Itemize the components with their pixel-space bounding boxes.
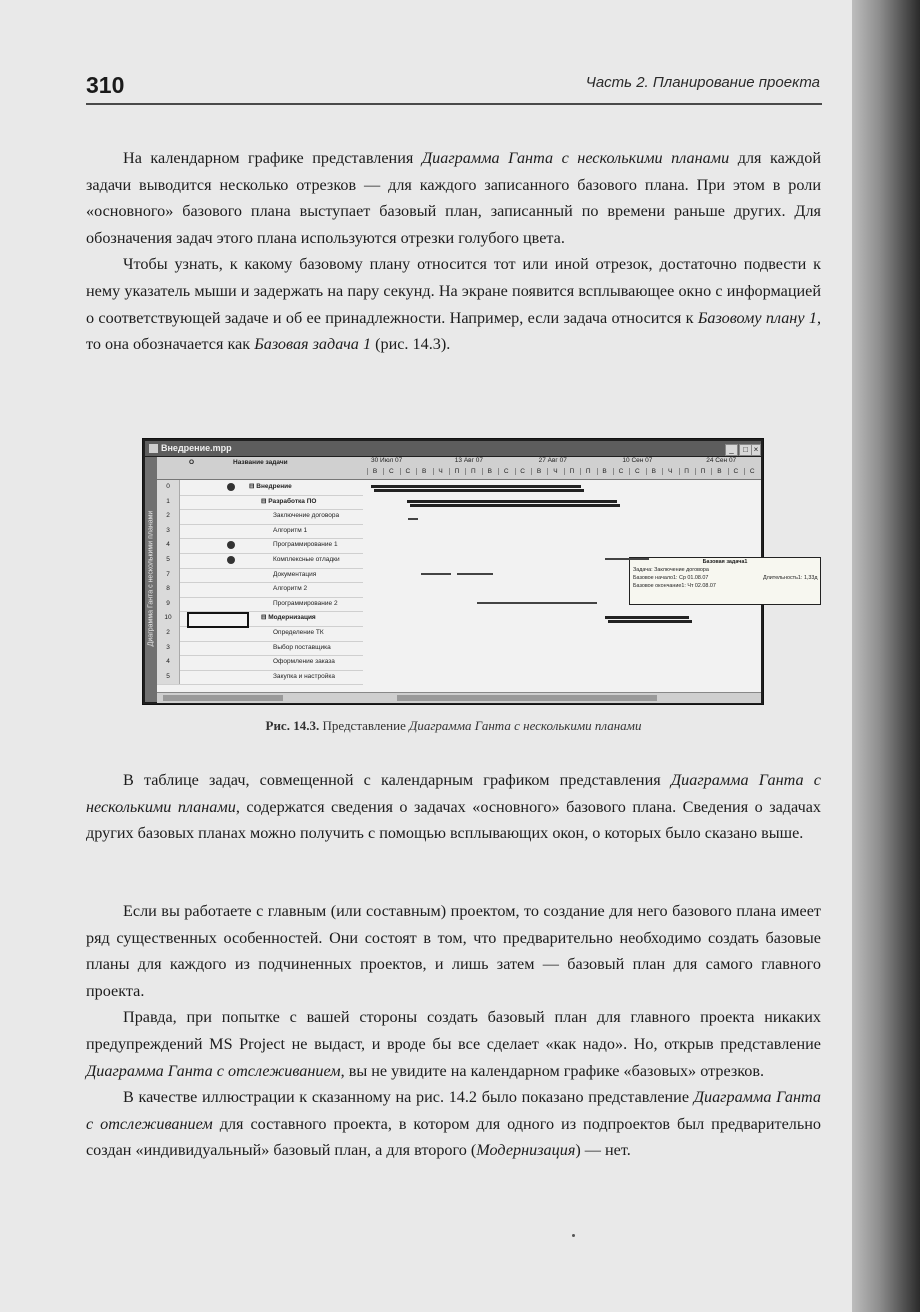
timescale-day: В	[531, 468, 546, 475]
window-titlebar	[145, 441, 761, 456]
task-name-column-header[interactable]: Название задачи	[233, 459, 288, 466]
task-row[interactable]	[157, 626, 363, 642]
task-table	[157, 480, 363, 692]
timescale-day: В	[367, 468, 382, 475]
task-name[interactable]: Оформление заказа	[273, 658, 335, 666]
gantt-bar[interactable]	[371, 485, 581, 488]
task-row[interactable]	[157, 509, 363, 525]
timescale-day: В	[482, 468, 497, 475]
caption-label: Рис. 14.3.	[265, 718, 320, 733]
para2-text-3: (рис. 14.3).	[371, 335, 451, 354]
task-row[interactable]	[157, 611, 363, 627]
horizontal-scrollbar[interactable]	[157, 692, 761, 703]
task-row[interactable]	[157, 582, 363, 598]
timescale-day: П	[695, 468, 710, 475]
baseline-tooltip	[629, 557, 821, 605]
tooltip-duration: 1,33д	[803, 575, 818, 581]
row-number: 10	[157, 611, 180, 626]
gantt-bar[interactable]	[374, 489, 584, 492]
tooltip-task: Заключение договора	[654, 567, 709, 573]
close-icon[interactable]: ×	[751, 444, 761, 456]
task-name[interactable]: Выбор поставщика	[273, 643, 331, 651]
task-name[interactable]: ⊟ Модернизация	[261, 614, 316, 622]
row-number: 0	[157, 480, 180, 495]
timescale-day: С	[383, 468, 398, 475]
task-row[interactable]	[157, 655, 363, 671]
gantt-chart	[367, 480, 818, 692]
task-row[interactable]	[157, 480, 363, 496]
para2-text-2: , то она обозначается как	[86, 308, 821, 354]
timescale-day: П	[449, 468, 464, 475]
para2-italic-1: Базовому плану 1	[697, 308, 817, 327]
timescale-day: П	[580, 468, 595, 475]
row-number: 4	[157, 538, 180, 553]
timescale-day: П	[465, 468, 480, 475]
tooltip-task-row	[633, 566, 709, 574]
timescale-day: П	[564, 468, 579, 475]
task-row[interactable]	[157, 553, 363, 569]
timescale	[367, 457, 761, 479]
task-name[interactable]: Программирование 1	[273, 541, 338, 549]
caption-italic: Диаграмма Ганта с несколькими планами	[409, 718, 642, 733]
para5-text-1: Правда, при попытке с вашей стороны создать базовый план для главного проекта никаких предупреждений MS Project не выдаст, и вроде бы все сделает «как надо». Но, открыв представление	[86, 1008, 821, 1053]
tooltip-start-label: Базовое начало1:	[633, 575, 678, 581]
indicator-icon	[227, 541, 235, 549]
gantt-bar[interactable]	[605, 616, 689, 619]
timescale-day: Ч	[433, 468, 448, 475]
timescale-week: 27 Авг 07	[538, 457, 567, 464]
task-name[interactable]: ⊟ Разработка ПО	[261, 497, 317, 505]
print-speck	[572, 1234, 575, 1237]
figure-caption	[86, 718, 821, 734]
minimize-icon[interactable]: _	[725, 444, 738, 456]
para1-italic: Диаграмма Ганта с несколькими планами	[421, 149, 730, 167]
para3-text-2: , содержатся сведения о задачах «основного» базового плана. Сведения о задачах других базовых планах можно получить с помощью всплывающих окон, о которых было сказано выше.	[86, 797, 821, 843]
caption-text: Представление	[319, 718, 410, 733]
para3-text-1: В таблице задач, совмещенной с календарным графиком представления	[123, 771, 671, 789]
row-number: 2	[157, 509, 180, 524]
para1-text-2: для каждой задачи выводится несколько отрезков — для каждого записанного базового плана. При этом в роли «основного» базового плана выступает базовый план, записанный по времени раньше других. Для обозначения задач этого плана используются отрезки голубого цвета.	[86, 149, 821, 247]
task-row[interactable]	[157, 641, 363, 657]
row-number: 7	[157, 568, 180, 583]
row-number: 5	[157, 553, 180, 568]
table-scroll-thumb[interactable]	[163, 695, 283, 701]
gantt-bar[interactable]	[410, 504, 620, 507]
timescale-day: С	[629, 468, 644, 475]
view-bar	[145, 457, 157, 702]
tooltip-finish-row	[633, 582, 716, 590]
tooltip-task-label: Задача:	[633, 567, 653, 573]
timescale-week: 10 Сен 07	[622, 457, 653, 464]
task-name[interactable]: Закупка и настройка	[273, 672, 335, 680]
book-spine-shadow	[852, 0, 920, 1312]
window-title: Внедрение.mpp	[161, 443, 232, 453]
table-header	[157, 457, 761, 480]
timescale-day: Ч	[547, 468, 562, 475]
timescale-day: С	[728, 468, 743, 475]
para5-italic: Диаграмма Ганта с отслеживанием	[86, 1061, 341, 1080]
task-row[interactable]	[157, 670, 363, 686]
task-name[interactable]: ⊟ Внедрение	[249, 483, 292, 490]
paragraph-group-2	[86, 898, 821, 1164]
timescale-day: В	[711, 468, 726, 475]
gantt-bar[interactable]	[608, 620, 692, 623]
task-row[interactable]	[157, 524, 363, 540]
para1-text-1: На календарном графике представления	[123, 149, 422, 167]
tooltip-finish: Чт 02.08.07	[687, 583, 716, 589]
tooltip-duration-label: Длительность1:	[763, 575, 803, 581]
para6-text-2: для составного проекта, в котором для одного из подпроектов был предварительно создан «индивидуальный» базовый план, а для второго (	[86, 1114, 821, 1160]
task-row[interactable]	[157, 597, 363, 613]
timescale-day: В	[416, 468, 431, 475]
indicator-icon	[227, 483, 235, 491]
para3-italic: Диаграмма Ганта с несколькими планами	[86, 771, 821, 816]
timescale-day: Ч	[662, 468, 677, 475]
page-number: 310	[86, 72, 125, 98]
task-name[interactable]: Программирование 2	[273, 599, 338, 607]
app-icon	[149, 444, 158, 453]
paragraph-1	[86, 145, 821, 358]
para2-text-1: Чтобы узнать, к какому базовому плану относится тот или иной отрезок, достаточно подвести к нему указатель мыши и задержать на пару секунд. На экране появится всплывающее окно с информацией о соответствующей задаче и об ее принадлежности. Например, если задача относится к	[86, 255, 821, 327]
tooltip-start: Ср 01.08.07	[679, 575, 709, 581]
row-number: 8	[157, 582, 180, 597]
para5-text-2: , вы не увидите на календарном графике «базовых» отрезков.	[340, 1061, 765, 1080]
timescale-week: 24 Сен 07	[706, 457, 737, 464]
row-number: 5	[157, 670, 180, 685]
row-number: 3	[157, 641, 180, 656]
figure-screenshot	[142, 438, 818, 705]
running-title: Часть 2. Планирование проекта	[585, 74, 820, 91]
tooltip-finish-label: Базовое окончание1:	[633, 583, 686, 589]
chart-scroll-thumb[interactable]	[397, 695, 657, 701]
timescale-day: В	[597, 468, 612, 475]
task-name[interactable]: Алгоритм 1	[273, 526, 308, 534]
indicator-column-header[interactable]: О	[189, 459, 195, 466]
para6-italic-1: Диаграмма Ганта с отслеживанием	[86, 1088, 822, 1133]
tooltip-duration-row	[763, 574, 818, 582]
task-name[interactable]: Заключение договора	[273, 512, 340, 520]
timescale-week: 13 Авг 07	[454, 457, 484, 464]
indicator-icon	[227, 556, 235, 564]
tooltip-start-row	[633, 574, 708, 582]
para6-italic-2: Модернизация	[476, 1141, 576, 1160]
window-body	[145, 457, 818, 702]
timescale-day: С	[498, 468, 513, 475]
gantt-bar[interactable]	[421, 573, 451, 575]
row-number: 9	[157, 597, 180, 612]
task-row[interactable]	[157, 495, 363, 511]
gantt-bar[interactable]	[412, 518, 418, 520]
timescale-day: С	[400, 468, 415, 475]
task-row[interactable]	[157, 568, 363, 584]
row-number: 2	[157, 626, 180, 641]
task-name[interactable]: Определение ТК	[273, 629, 324, 636]
timescale-day: С	[515, 468, 530, 475]
para2-italic-2: Базовая задача 1	[254, 335, 372, 354]
timescale-day: С	[744, 468, 759, 475]
task-name[interactable]: Документация	[273, 570, 317, 578]
task-name[interactable]: Комплексные отладки	[273, 556, 340, 563]
row-number: 4	[157, 655, 180, 670]
row-number: 1	[157, 495, 180, 510]
gantt-bar[interactable]	[493, 602, 597, 604]
view-bar-label: Диаграмма Ганта с несколькими планами	[147, 510, 155, 647]
tooltip-title: Базовая задача1	[702, 559, 748, 565]
paragraph-4: Если вы работаете с главным (или составным) проектом, то создание для него базового плана имеет ряд существенных особенностей. Они состоят в том, что предварительно необходимо создать базовые планы для каждого из подчиненных проектов, и лишь затем — базовый план для самого главного проекта.	[86, 902, 821, 1000]
task-name[interactable]: Алгоритм 2	[273, 585, 308, 593]
task-row[interactable]	[157, 538, 363, 554]
timescale-day: С	[613, 468, 628, 475]
header-rule	[86, 103, 822, 105]
gantt-bar[interactable]	[457, 573, 493, 575]
gantt-bar[interactable]	[613, 558, 649, 560]
gantt-bar[interactable]	[407, 500, 617, 503]
para6-text-3: ) — нет.	[575, 1141, 631, 1160]
timescale-day: В	[646, 468, 661, 475]
paragraph-3	[86, 767, 821, 847]
timescale-week: 30 Июл 07	[371, 457, 403, 464]
maximize-icon[interactable]: □	[739, 444, 752, 456]
row-number: 3	[157, 524, 180, 539]
timescale-day: П	[679, 468, 694, 475]
para6-text-1: В качестве иллюстрации к сказанному на рис. 14.2 было показано представление	[123, 1088, 694, 1107]
